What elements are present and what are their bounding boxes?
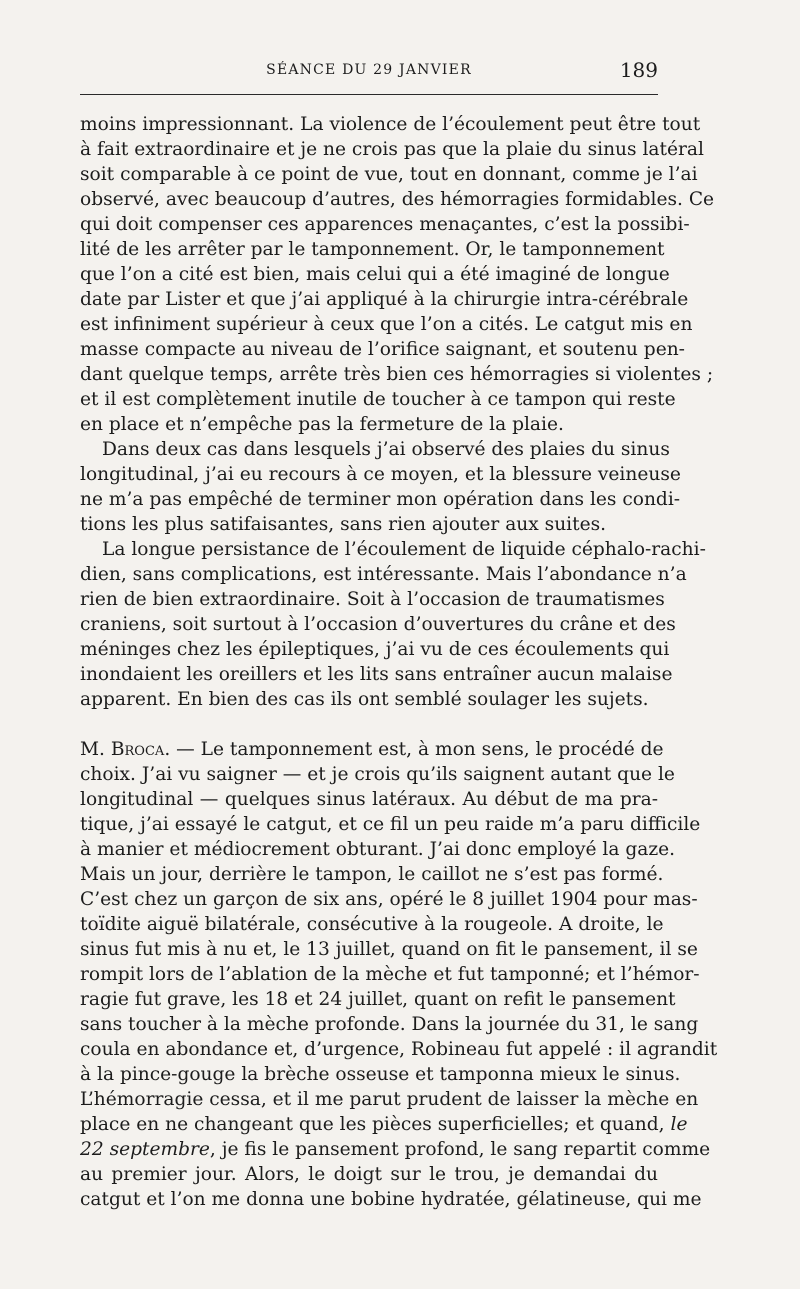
text-line: rien de bien extraordinaire. Soit à l’occasion de traumatismes [80,589,665,610]
text-line: apparent. En bien des cas ils ont semblé soulager les sujets. [80,689,649,710]
italic-date: 22 septembre [80,1139,210,1160]
text-line: coula en abondance et, d’urgence, Robineau fut appelé : il agrandit [80,1039,718,1060]
speaker-line [80,737,664,762]
header-rule [80,94,658,95]
text-line: C’est chez un garçon de six ans, opéré le 8 juillet 1904 pour mas- [80,889,698,910]
text-line: méninges chez les épileptiques, j’ai vu de ces écoulements qui [80,639,670,660]
body-text [80,112,718,1212]
text-line: que l’on a cité est bien, mais celui qui a été imaginé de longue [80,264,670,285]
text-line: à manier et médiocrement obturant. J’ai donc employé la gaze. [80,839,676,860]
text-line: craniens, soit surtout à l’occasion d’ouvertures du crâne et des [80,614,676,635]
text-line: tions les plus satifaisantes, sans rien ajouter aux suites. [80,514,607,535]
text-line: sinus fut mis à nu et, le 13 juillet, quand on fit le pansement, il se [80,939,698,960]
text-line: en place et n’empêche pas la fermeture de la plaie. [80,414,564,435]
text-line: lité de les arrêter par le tamponnement. Or, le tamponnement [80,239,665,260]
text-line: au premier jour. Alors, le doigt sur le trou, je demandai du [80,1164,658,1185]
text-line: ragie fut grave, les 18 et 24 juillet, quant on refit le pansement [80,989,676,1010]
text-line: dien, sans complications, est intéressante. Mais l’abondance n’a [80,564,687,585]
text-line: masse compacte au niveau de l’orifice saignant, et soutenu pen- [80,339,685,360]
text-line: à la pince-gouge la brèche osseuse et tamponna mieux le sinus. [80,1064,681,1085]
page-header [80,58,658,82]
text-line: La longue persistance de l’écoulement de liquide céphalo-rachi- [102,539,706,560]
text-line: soit comparable à ce point de vue, tout en donnant, comme je l’ai [80,164,698,185]
running-title: SÉANCE DU 29 JANVIER [266,62,472,78]
text-line: longitudinal, j’ai eu recours à ce moyen, et la blessure veineuse [80,464,681,485]
text-line: choix. J’ai vu saigner — et je crois qu’ils saignent autant que le [80,764,675,785]
text-line [80,1112,688,1137]
text-line: est infiniment supérieur à ceux que l’on a cités. Le catgut mis en [80,314,693,335]
text-segment: , je fis le pansement profond, le sang repartit comme [209,1139,711,1160]
text-line: L’hémorragie cessa, et il me parut prudent de laisser la mèche en [80,1089,699,1110]
text-segment: place en ne changeant que les pièces superficielles; et quand, [80,1114,671,1135]
text-line [80,1137,711,1162]
text-line: ne m’a pas empêché de terminer mon opération dans les condi- [80,489,681,510]
text-line: inondaient les oreillers et les lits sans entraîner aucun malaise [80,664,673,685]
text-line: longitudinal — quelques sinus latéraux. Au début de ma pra- [80,789,658,810]
text-line: qui doit compenser ces apparences menaçantes, c’est la possibi- [80,214,690,235]
speaker-name: M. Broca [80,739,165,760]
text-line: et il est complètement inutile de toucher à ce tampon qui reste [80,389,676,410]
text-line: date par Lister et que j’ai appliqué à la chirurgie intra-cérébrale [80,289,689,310]
text-line: toïdite aiguë bilatérale, consécutive à la rougeole. A droite, le [80,914,664,935]
speaker-line-rest: . — Le tamponnement est, à mon sens, le procédé de [164,739,664,760]
text-line: catgut et l’on me donna une bobine hydratée, gélatineuse, qui me [80,1189,702,1210]
text-line: sans toucher à la mèche profonde. Dans la journée du 31, le sang [80,1014,699,1035]
italic-segment: le [670,1114,688,1135]
page-number: 189 [619,58,658,82]
paragraph-gap [80,712,658,737]
text-line: tique, j’ai essayé le catgut, et ce fil un peu raide m’a paru difficile [80,814,701,835]
text-line: observé, avec beaucoup d’autres, des hémorragies formidables. Ce [80,189,715,210]
text-line: rompit lors de l’ablation de la mèche et fut tamponné; et l’hémor- [80,964,700,985]
text-line: Mais un jour, derrière le tampon, le caillot ne s’est pas formé. [80,864,664,885]
text-line: Dans deux cas dans lesquels j’ai observé des plaies du sinus [102,439,670,460]
text-line: moins impressionnant. La violence de l’écoulement peut être tout [80,114,701,135]
text-line: dant quelque temps, arrête très bien ces hémorragies si violentes ; [80,364,714,385]
text-line: à fait extraordinaire et je ne crois pas que la plaie du sinus latéral [80,139,704,160]
